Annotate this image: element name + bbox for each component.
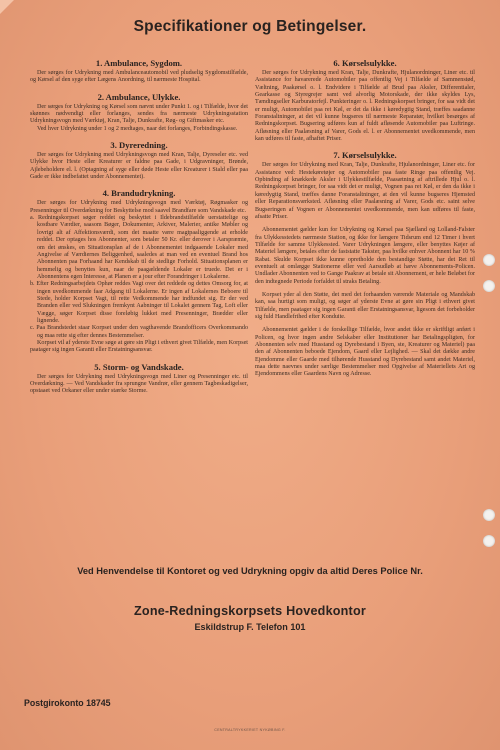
office-name: Zone-Redningskorpsets Hovedkontor [134, 604, 366, 618]
section-text: Der sørges for Udrykning med Udrykningsvogn med Kran, Talje, Dyreseler etc. ved Ulykke hvor Heste eller Kreaturer er faldne paa Gade, i Udgravninger, Brønde, Ajlebeholdere el. l. (Optagning af syge eller døde Heste eller Kreaturer i Stald eller paa Gade er ikke indbefattet under Abonnementet). [30, 152, 248, 181]
section-fire [30, 188, 248, 354]
list-item: a. Redningskorpset søger reddet og beskyttet i Ildebrandstilfælde uerstattelige og kostbare Værdier, saasom Bøger, Dokumenter, Arkiver, Malerier, antike Møbler og lovrigt alt af Affektionsværdi, som det maatte være magtpaaliggende at erholde reddet. Der optages hos Abonnenter, som betaler 50 Kr. eller derover i Aarspræmie, om det ønskes, en Situationsplan af de i Abonnementet indgaaende Lokaler med Angivelse af Værdiernes Beliggenhed, saaledes at man ved en eventuel Brand hos Abonnenten paa Forhaand har Kendskab til de stedlige Forhold. Situationsplanen er hemmelig og benyttes kun, naar de paagældende Lokaler er truede. Det er i Abonnentens egen Interesse, at Planen er a jour efter Forandringer i Lokalerne. [30, 215, 248, 280]
section-text: Der sørges for Udrykning med Kran, Talje, Dunkrafte, Hjulanordninger, Liner etc. for Assistance ved: Hestekøretøjer og Automobiler paa faste Ringe paa offentlig Vej. Opbinding af knækkede Aksler i Ulykkestilfælde, Paasætning af aftrillede Hjul o. l. Redningskorpset bringer, for saa vidt det er muligt, Vognen paa ret Køl, er den da ikke i køredygtig Stand, træffes danne Foranstaltninger, at den vil kunne bugseres Hjemsted eller Reparationsværksted. Afløsning eller Paalæsning af Varer, Gods etc. saint selve Bugseringen af Vognen er Abonnementet uvedkommende, men kan udføres til faste, afsatte Priser. [255, 162, 475, 220]
section-text: Ved hver Udrykning under 1 og 2 medtages, naar det forlanges, Forbindingskasse. [37, 125, 238, 132]
section-text: Der sørges for Udrykning med Kran, Talje, Dunkrafte, Hjulanordninger, Liner etc. til Assistance for havarerede Automobiler paa offentlig Vej i Tilfælde af Sammenstød, Væltning, Paakørsel o. l. Endvidere i Tilfælde af Brud paa Aksler, Differentialer, Gearkasse og Styregrejer samt ved alvorlig Motorskade, der ikke skyldes Lys, Tændingseller Karburatorfejl. Punkteringer o. l. Redningskorpset bringer, for saa vidt det er muligt, Automobilet paa ret Køl, er det da ikke i køredygtig Stand, træffes saadanne Foranstaltninger, at det vil kunne bugseres til nærmeste Reparatør, hvilket besørges af Redningskorpset. Bugsering udføres kun af fuldt afløsende Automobiler paa Luftringe. Afløsning eller Paalæsning af Varer, Gods el. l. er Abonnementet uvedkommende, men kan udføres til faste, afhaftet Priser. [255, 70, 475, 143]
section-text: Korpset vil af yderste Evne søge at gøre sin Pligt i ethvert givet Tilfælde, men Korpset paatager sig ingen Garanti eller Erstatningsansvar. [30, 339, 248, 354]
punch-hole [483, 535, 495, 547]
section-text: Korpset yder al den Støtte, det med det forhaanden værende Materiale og Mandskab kan, saa hurtigt som muligt, og søger af yderste Evne at gøre sin Pligt i ethvert givet Tilfælde, men paatager sig ingen Garanti eller Erstatningsansvar, ligesom det forbeholder sig fuld Handlefrihed efter Konduite. [255, 291, 475, 320]
section-storm-water [30, 362, 248, 396]
section-heading: 7. Kørselsulykke. [333, 150, 397, 161]
left-column [30, 58, 248, 403]
folded-corner [0, 0, 14, 14]
section-heading: 1. Ambulance, Sygdom. [95, 58, 183, 68]
section-driving-accident-7 [255, 150, 475, 378]
punch-hole [483, 509, 495, 521]
footer-notice: Ved Henvendelse til Kontoret og ved Udrykning opgiv da altid Deres Police Nr. [77, 566, 423, 576]
right-column [255, 58, 475, 386]
section-text: Der sørges for Udrykning med Ambulanceautomobil ved pludselig Sygdomstilfælde, og Kørsel af den syge efter Lægens Anordning, til nærmeste Hospital. [30, 70, 248, 84]
giro-account: Postgirokonto 18745 [24, 698, 111, 708]
section-text: Abonnementet gælder i de forskellige Tilfælde, hvor andet ikke er skriftligt anført i Policen, og hvor ingen andre Selskaber eller Institutioner har Betalingspligten, for Abonnenten selv med Husstand og Dyrebestand i Byen, ste, Kreaturer og Materiel) paa den af Abonnenten beboede Ejendom, Gaard eller Lejlighed. — Skal det dække andre Ejendomme eller Gaarde med tilhørende Husstand og Dyrebestand samt andet Materiel, maa dette naevnes under særlige Bestemmelser med Opgivelse af Materiellets Art og Ejendommens eller Gaardens Navn og Adresse. [255, 327, 475, 378]
section-heading: 6. Kørselsulykke. [333, 58, 397, 68]
section-animal-rescue [30, 140, 248, 181]
section-heading: 4. Brandudrykning. [102, 188, 176, 199]
section-ambulance-illness [30, 58, 248, 85]
punch-hole [483, 254, 495, 266]
list-item: c. Paa Brandstedet staar Korpset under den vagthavende Brandofficers Overkommando og maa rette sig efter dennes Bestemmelser. [30, 325, 248, 339]
section-ambulance-accident [30, 92, 248, 133]
section-text: Der sørges for Udrykning med Udrykningsvogn med Liner og Presenninger etc. til Overdækning. — Ved Vandskader fra sprungne Vandrør, eller gennem Tagbeskadigelser, opstaaet ved Orkaner eller under stærke Storme. [30, 373, 248, 395]
office-address: Eskildstrup F. Telefon 101 [194, 622, 306, 632]
printer-imprint: CENTRALTRYKKERIET NYKØBING F. [214, 728, 286, 732]
section-text: Der sørges for Udrykning og Kørsel som nævnt under Punkt 1. og i Tilfælde, hvor det skønnes nødvendigt eller forlanges, sendes fra nærmeste Udrykningsstation Udrykningsvogn med Værktøj, Kran, Talje, Dunkrafte, Røg- og Giftmasker etc. [30, 103, 248, 125]
section-heading: 2. Ambulance, Ulykke. [97, 91, 181, 102]
punch-hole [483, 280, 495, 292]
section-heading: 3. Dyreredning. [110, 140, 168, 151]
section-heading: 5. Storm- og Vandskade. [94, 361, 184, 372]
section-text: Der sørges for Udrykning med Udrykningsvogn med Værktøj, Røgmasker og Presenninger til Overdækning for Beskyttelse mod saavel Brandfare som Vandskade etc. [30, 200, 248, 214]
section-driving-accident-6 [255, 58, 475, 143]
list-item: b. Efter Redningsarbejdets Ophør reddes Vagt over det reddede og dettes Omsorg for, at ingen uvedkommende faar Adgang til Lokalerne. Er ingen af Lokalernes Beboere til Stede, holder Korpset Vagt, til rette Vedkommende har indfundet sig. Er der ved Branden eller ved Slukningen fremkynt Aabninger til Lokalet gennem Tag, Loft eller Vægge, søger Korpset disse foreløbig lukket med Presenninger, Brædder eller lignende. [30, 281, 248, 324]
page-title: Specifikationer og Betingelser. [133, 18, 367, 35]
section-text: Abonnementet gælder kun for Udrykning og Kørsel paa Sjælland og Lolland-Falster fra Ulykkesstedets nærmeste Station, og ikke for længere Tidsrum end 12 Timer i hvert Tilfælde for samme Ulykkessted. Varer Udrykningen længere, eller benyttes Køjer af Materiel længere, betales efter de faststatte Takster, paa hvilke enhver Abonnent har 10 % Rabat. Skulde Korpset ikke kunne opretholde den bestandige Støtte, har det Ret til eventuelt at omlægge Stationerne eller ved Aarsudløb at hæve Abonnements-Policen. Undlader Abonnenten ved to Gange Paakrav at betale sit Abonnement, er hele Beløbet for den indtegnede Periode forfaldet til straks Betaling. [255, 227, 475, 285]
